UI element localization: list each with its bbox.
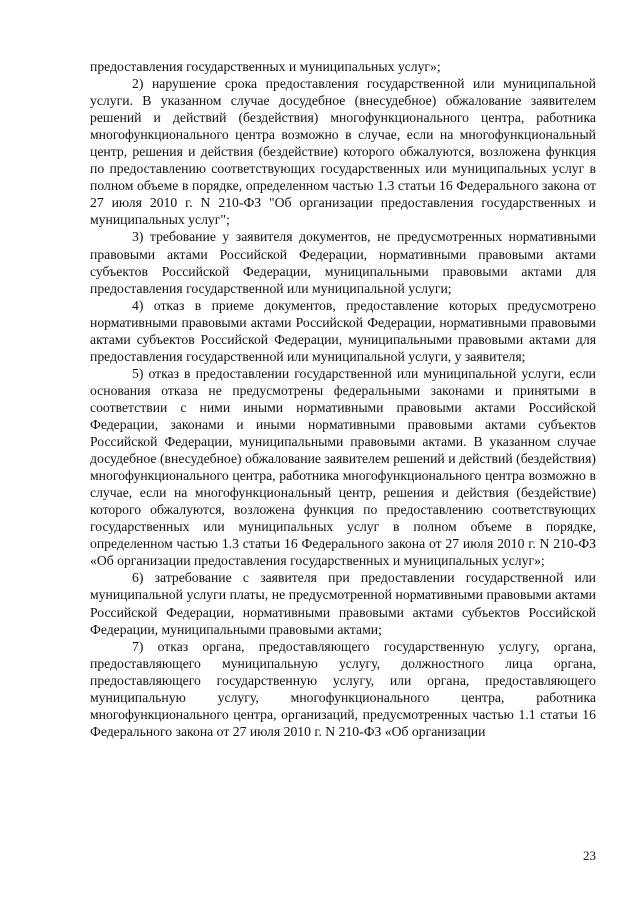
paragraph-item-6: 6) затребование с заявителя при предоставлении государственной или муниципальной услуги платы, не предусмотренной нормативными правовыми актами Российской Федерации, нормативными правовыми актами субъектов Российской Федерации, муниципальными правовыми актами;	[90, 570, 596, 637]
paragraph-continuation: предоставления государственных и муниципальных услуг»;	[90, 59, 441, 74]
paragraph-item-4: 4) отказ в приеме документов, предоставление которых предусмотрено нормативными правовыми актами Российской Федерации, нормативными правовыми актами субъектов Российской Федерации, муниципальными правовыми актами для предоставления государственной или муниципальной услуги, у заявителя;	[90, 297, 596, 364]
paragraph-item-7: 7) отказ органа, предоставляющего государственную услугу, органа, предоставляющего муниципальную услугу, должностного лица органа, предоставляющего государственную услугу, или органа, предоставляющего муниципальную услугу, многофункционального центра, работника многофункционального центра, организаций, предусмотренных частью 1.1 статьи 16 Федерального закона от 27 июля 2010 г. N 210-ФЗ «Об организации	[90, 638, 596, 739]
paragraph-item-3: 3) требование у заявителя документов, не предусмотренных нормативными правовыми актами Российской Федерации, нормативными правовыми актами субъектов Российской Федерации, муниципальными правовыми актами для предоставления государственной или муниципальной услуги;	[90, 229, 596, 296]
paragraph-item-2: 2) нарушение срока предоставления государственной или муниципальной услуги. В указанном случае досудебное (внесудебное) обжалование заявителем решений и действий (бездействия) многофункционального центра, работника многофункционального центра возможно в случае, если на многофункциональный центр, решения и действия (бездействие) которого обжалуются, возложена функция по предоставлению соответствующих государственных или муниципальных услуг в полном объеме в порядке, определенном частью 1.3 статьи 16 Федерального закона от 27 июля 2010 г. N 210-ФЗ "Об организации предоставления государственных и муниципальных услуг";	[90, 76, 596, 228]
page-number: 23	[583, 848, 596, 863]
document-body	[90, 58, 596, 740]
paragraph-item-5: 5) отказ в предоставлении государственной или муниципальной услуги, если основания отказа не предусмотрены федеральными законами и принятыми в соответствии с ними иными нормативными правовыми актами Российской Федерации, законами и иными нормативными правовыми актами субъектов Российской Федерации, муниципальными правовыми актами. В указанном случае досудебное (внесудебное) обжалование заявителем решений и действий (бездействия) многофункционального центра, работника многофункционального центра возможно в случае, если на многофункциональный центр, решения и действия (бездействие) которого обжалуются, возложена функция по предоставлению соответствующих государственных или муниципальных услуг в полном объеме в порядке, определенном частью 1.3 статьи 16 Федерального закона от 27 июля 2010 г. N 210-ФЗ «Об организации предоставления государственных и муниципальных услуг»;	[90, 365, 596, 569]
